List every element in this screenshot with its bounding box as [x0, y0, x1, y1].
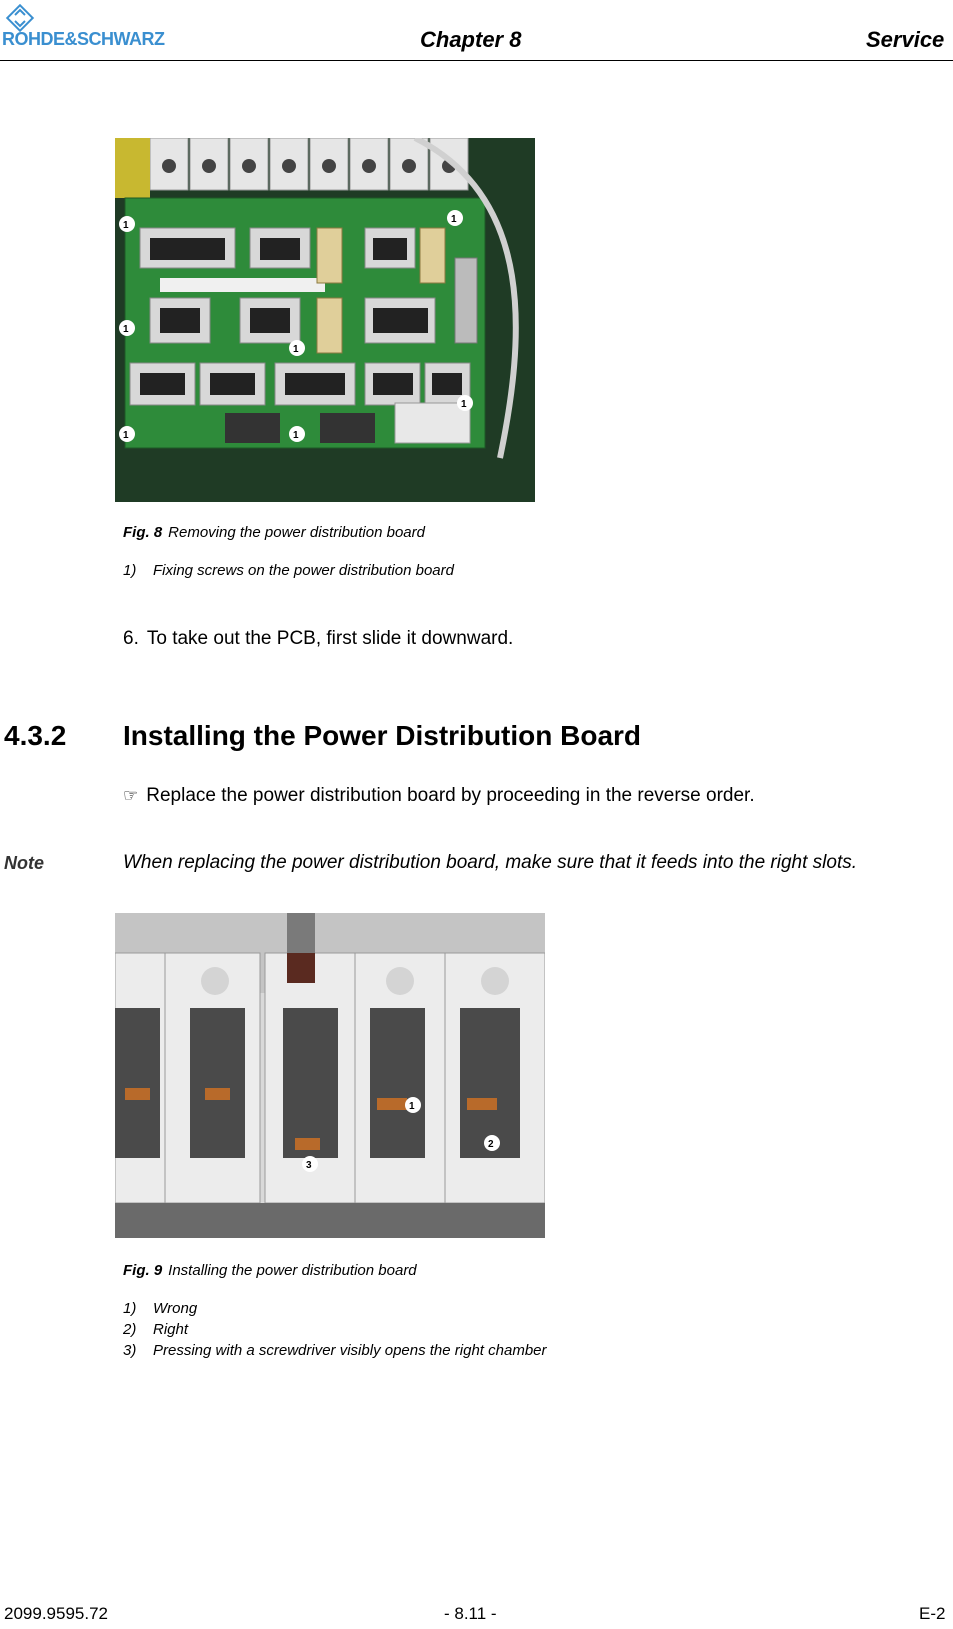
figure-8-number: Fig. 8 — [123, 524, 163, 541]
figure-9-number: Fig. 9 — [123, 1262, 163, 1279]
svg-text:3: 3 — [306, 1160, 312, 1171]
figure-8-photo — [115, 138, 535, 502]
figure-9-photo — [115, 913, 545, 1238]
note-text: When replacing the power distribution board, make sure that it feeds into the right slots. — [123, 852, 858, 873]
svg-text:1: 1 — [293, 344, 299, 355]
figure-8-legend-item: 1) Fixing screws on the power distribution board — [123, 562, 454, 579]
section-title: Installing the Power Distribution Board — [123, 720, 642, 751]
svg-text:1: 1 — [123, 324, 129, 335]
pointing-hand-icon: ☞ — [123, 786, 139, 805]
step-number: 6. — [123, 628, 139, 649]
step-6 — [123, 628, 513, 650]
figure-9-legend-item: 3) Pressing with a screwdriver visibly opens the right chamber — [123, 1342, 547, 1359]
logo-wordmark: ROHDE&SCHWARZ — [2, 29, 165, 49]
footer-page-number: - 8.11 - — [444, 1604, 497, 1623]
hint-text: Replace the power distribution board by proceeding in the reverse order. — [146, 785, 755, 806]
figure-9-legend-item: 2) Right — [123, 1321, 189, 1338]
svg-text:1: 1 — [123, 220, 129, 231]
header-section: Service — [866, 27, 945, 52]
header-chapter: Chapter 8 — [420, 27, 522, 52]
header-divider — [0, 60, 953, 61]
svg-text:1: 1 — [409, 1101, 415, 1112]
figure-8-caption-text: Removing the power distribution board — [168, 524, 425, 541]
figure-9-caption — [123, 1262, 417, 1279]
step-text: To take out the PCB, first slide it downward. — [146, 628, 514, 649]
svg-text:1: 1 — [293, 430, 299, 441]
footer-edition: E-2 — [919, 1604, 946, 1623]
svg-text:2: 2 — [488, 1139, 494, 1150]
section-number: 4.3.2 — [4, 720, 67, 751]
svg-text:1: 1 — [451, 214, 457, 225]
figure-9-caption-text: Installing the power distribution board — [168, 1262, 417, 1279]
hint-line — [123, 785, 755, 807]
svg-text:1: 1 — [461, 399, 467, 410]
footer-doc-number: 2099.9595.72 — [4, 1604, 108, 1623]
figure-8-caption — [123, 524, 425, 541]
figure-9-legend-item: 1) Wrong — [123, 1300, 198, 1317]
svg-text:1: 1 — [123, 430, 129, 441]
note-label: Note — [4, 853, 44, 873]
